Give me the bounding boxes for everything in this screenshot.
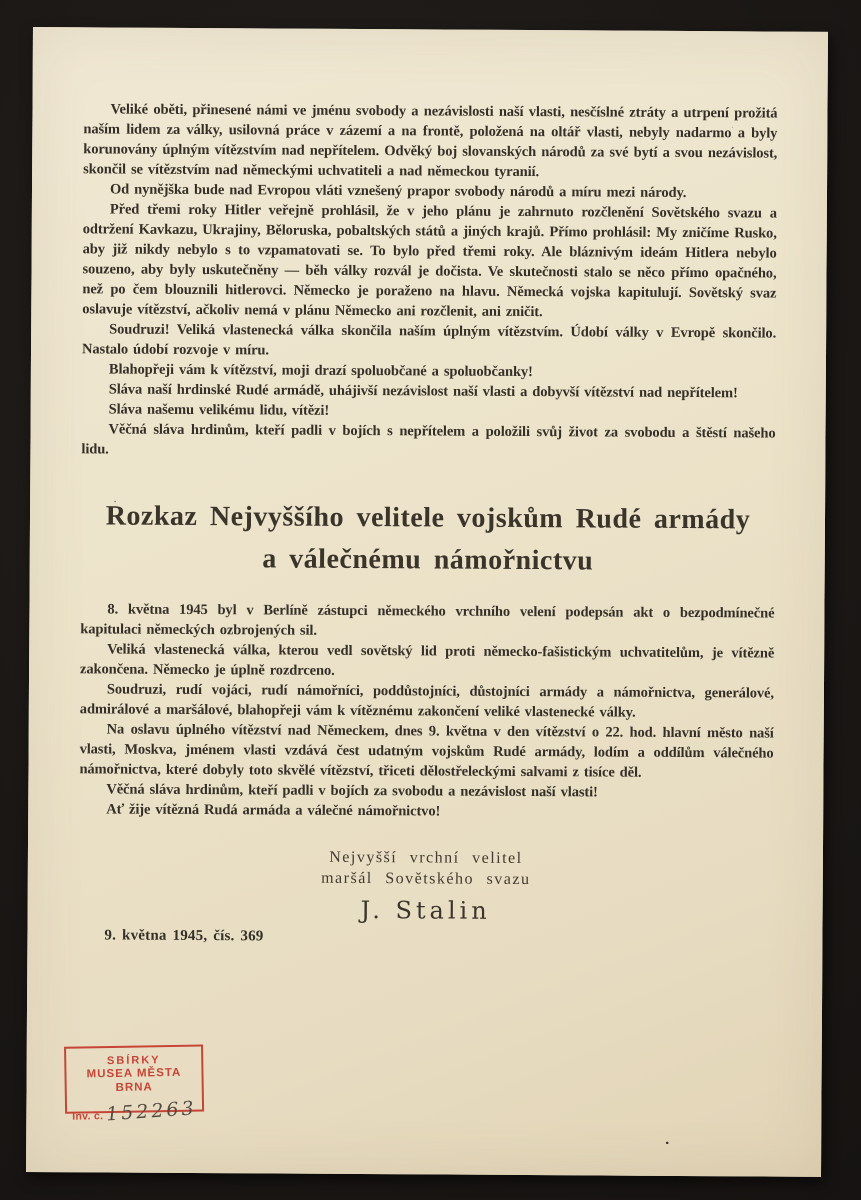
order-paragraph: Ať žije vítězná Rudá armáda a válečné námořnictvo! <box>106 801 441 820</box>
order-title <box>81 495 776 583</box>
order-paragraph: Na oslavu úplného vítězství nad Německem, dnes 9. května v den vítězství o 22. hod. hlavní město naší vlasti, Moskva, jménem vlasti vzdává čest udatným vojskům Rudé armády, lodím a oddílům válečného námořnictva, které dobyly toto skvělé vítězství, třiceti dělostřeleckými salvami z tisíce děl. <box>79 721 774 781</box>
dateline: 9. května 1945, čís. 369 <box>104 927 264 945</box>
intro-paragraph: Věčná sláva hrdinům, kteří padli v bojích s nepřítelem a položili svůj život za svobodu a štěstí našeho lidu. <box>81 421 776 458</box>
inventory-number-handwritten: 152263 <box>105 1097 198 1126</box>
order-title-line2: a válečnému námořnictvu <box>262 543 594 577</box>
order-paragraph: Veliká vlastenecká válka, kterou vedl sovětský lid proti německo-fašistickým uchvatitelům, je vítězně zakončena. Německo je úplně rozdrceno. <box>80 641 775 679</box>
order-paragraph: Soudruzi, rudí vojáci, rudí námořníci, poddůstojníci, důstojníci armády a námořnictva, generálové, admirálové a maršálové, blahopřeji vám k vítěznému zakončení veliké vlastenecké války. <box>79 681 774 721</box>
intro-text-block <box>81 99 777 463</box>
intro-paragraph: Před třemi roky Hitler veřejně prohlásil, že v jeho plánu je zahrnuto rozčlenění Sovětského svazu a odtržení Kavkazu, Ukrajiny, Běloruska, pobaltských států a jiných krajů. Přímo prohlásil: My zničíme Rusko, aby již nikdy nebylo s to vzpamatovati se. To bylo před třemi roky. Ale bláznivým ideám Hitlera nebylo souzeno, aby byly uskutečněny — běh války rozvál je dočista. Ve skutečnosti stalo se něco přímo opačného, než po čem blouznili hitlerovci. Německo je poraženo na hlavu. Německá vojska kapitulují. Sovětský svaz oslavuje vítězství, ačkoliv nemá v plánu Německo ani rozčlenit, ani zničit. <box>82 201 777 321</box>
signature-title-line1: Nejvyšší vrchní velitel <box>329 848 523 868</box>
inventory-number-label: Inv. č. <box>72 1110 104 1123</box>
stamp-museum-name: MUSEA MĚSTA BRNA <box>86 1066 182 1094</box>
leaflet-content <box>26 27 828 1177</box>
intro-paragraph: Od nynějška bude nad Evropou vláti vznešený prapor svobody národů a míru mezi národy. <box>109 181 687 201</box>
leaflet-page <box>26 27 828 1177</box>
signature-title-line2: maršál Sovětského svazu <box>321 869 531 889</box>
intro-paragraph: Blahopřeji vám k vítězství, moji drazí spoluobčané a spoluobčanky! <box>108 361 533 381</box>
intro-paragraph: Sláva našemu velikému lidu, vítězi! <box>108 401 330 419</box>
intro-paragraph: Veliké oběti, přinesené námi ve jménu svobody a nezávislosti naší vlasti, nesčíslné ztráty a utrpení prožitá naším lidem za války, usilovná práce v zázemí a na frontě, položená na oltář vlasti, nebyly nadarmo a byly korunovány úplným vítězstvím nad nepřítelem. Odvěký boj slovanských národů za své bytí a svou nezávislost, skončil se vítězstvím nad německými uchvatiteli a nad německou tyranií. <box>83 101 778 181</box>
order-paragraph: 8. května 1945 byl v Berlíně zástupci německého vrchního velení podepsán akt o bezpodmínečné kapitulaci německých ozbrojených sil. <box>80 601 775 639</box>
intro-paragraph: Soudruzi! Veliká vlastenecká válka skončila naším úplným vítězstvím. Údobí války v Evropě skončilo. Nastalo údobí rozvoje v míru. <box>81 321 777 359</box>
stamp-collection-label: SBÍRKY <box>106 1054 161 1068</box>
order-paragraph: Věčná sláva hrdinům, kteří padli v bojích za svobodu a nezávislost naší vlasti! <box>106 781 598 801</box>
signature-name: J. Stalin <box>360 896 491 925</box>
order-text-block <box>79 599 774 823</box>
order-title-line1: Rozkaz Nejvyššího velitele vojskům Rudé armády <box>105 500 751 536</box>
museum-stamp <box>64 1044 204 1126</box>
stamp-inventory-row <box>67 1097 202 1126</box>
signature-block <box>79 845 773 926</box>
intro-paragraph: Sláva naší hrdinské Rudé armádě, uhájivší nezávislost naší vlasti a dobyvší vítězství nad nepřítelem! <box>108 381 738 402</box>
